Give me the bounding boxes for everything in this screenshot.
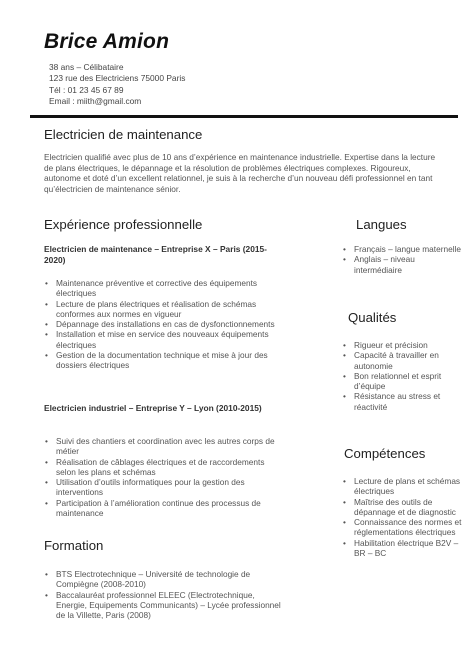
- list-item: • Résistance au stress et réactivité: [342, 391, 464, 412]
- languages-list: [342, 244, 464, 275]
- contact-phone: Tél : 01 23 45 67 89: [49, 84, 124, 95]
- list-item: • Habilitation électrique B2V – BR – BC: [342, 538, 464, 559]
- job-title-heading: Electricien de maintenance: [44, 127, 203, 142]
- list-item: • Rigueur et précision: [342, 340, 464, 350]
- languages-heading: Langues: [356, 217, 407, 232]
- education-heading: Formation: [44, 538, 104, 553]
- list-item: • BTS Electrotechnique – Université de technologie de Compiègne (2008-2010): [44, 569, 284, 590]
- list-item: • Français – langue maternelle: [342, 244, 464, 254]
- job-1-tasks: [44, 278, 284, 371]
- list-item: • Connaissance des normes et réglementations électriques: [342, 517, 464, 538]
- skills-heading: Compétences: [344, 446, 426, 461]
- contact-age-status: 38 ans – Célibataire: [49, 62, 124, 72]
- list-item: • Installation et mise en service des nouveaux équipements électriques: [44, 329, 284, 350]
- experience-heading: Expérience professionnelle: [44, 217, 203, 232]
- skills-list: [342, 476, 464, 558]
- profile-summary: Electricien qualifié avec plus de 10 ans d’expérience en maintenance industrielle. Expertise dans la lecture de plans électriques, le dépannage et la résolution de problèmes électriques complexes. Rigoureux, autonome et doté d’un excellent relationnel, je suis à la recherche d’un nouveau défi professionnel en tant qu’électricien de maintenance sénior.: [44, 152, 436, 194]
- list-item: • Baccalauréat professionnel ELEEC (Electrotechnique, Energie, Equipements Communicants) – Lycée professionnel de la Villette, Paris (2008): [44, 590, 284, 621]
- list-item: • Suivi des chantiers et coordination avec les autres corps de métier: [44, 436, 284, 457]
- list-item: • Maintenance préventive et corrective des équipements électriques: [44, 278, 284, 299]
- candidate-name: Brice Amion: [44, 30, 170, 53]
- list-item: • Dépannage des installations en cas de dysfonctionnements: [44, 319, 284, 329]
- job-2-title: Electricien industriel – Entreprise Y – Lyon (2010-2015): [44, 403, 262, 413]
- list-item: • Utilisation d’outils informatiques pour la gestion des interventions: [44, 477, 284, 498]
- qualities-heading: Qualités: [348, 310, 397, 325]
- qualities-list: [342, 340, 464, 412]
- list-item: • Lecture de plans et schémas électriques: [342, 476, 464, 497]
- education-list: [44, 569, 284, 620]
- list-item: • Anglais – niveau intermédiaire: [342, 254, 464, 275]
- list-item: • Réalisation de câblages électriques et de raccordements selon les plans et schémas: [44, 457, 284, 478]
- contact-address: 123 rue des Electriciens 75000 Paris: [49, 73, 186, 84]
- list-item: • Bon relationnel et esprit d’équipe: [342, 371, 464, 392]
- list-item: • Capacité à travailler en autonomie: [342, 350, 464, 371]
- list-item: • Gestion de la documentation technique et mise à jour des dossiers électriques: [44, 350, 284, 371]
- list-item: • Participation à l’amélioration continue des processus de maintenance: [44, 498, 284, 519]
- job-1-title: Electricien de maintenance – Entreprise X – Paris (2015-2020): [44, 244, 267, 265]
- job-2-tasks: [44, 436, 284, 518]
- contact-info: [49, 62, 185, 108]
- list-item: • Maîtrise des outils de dépannage et de diagnostic: [342, 497, 464, 518]
- list-item: • Lecture de plans électriques et réalisation de schémas conformes aux normes en vigueur: [44, 299, 284, 320]
- contact-email: Email : miith@gmail.com: [49, 96, 142, 107]
- header-divider: [30, 115, 458, 118]
